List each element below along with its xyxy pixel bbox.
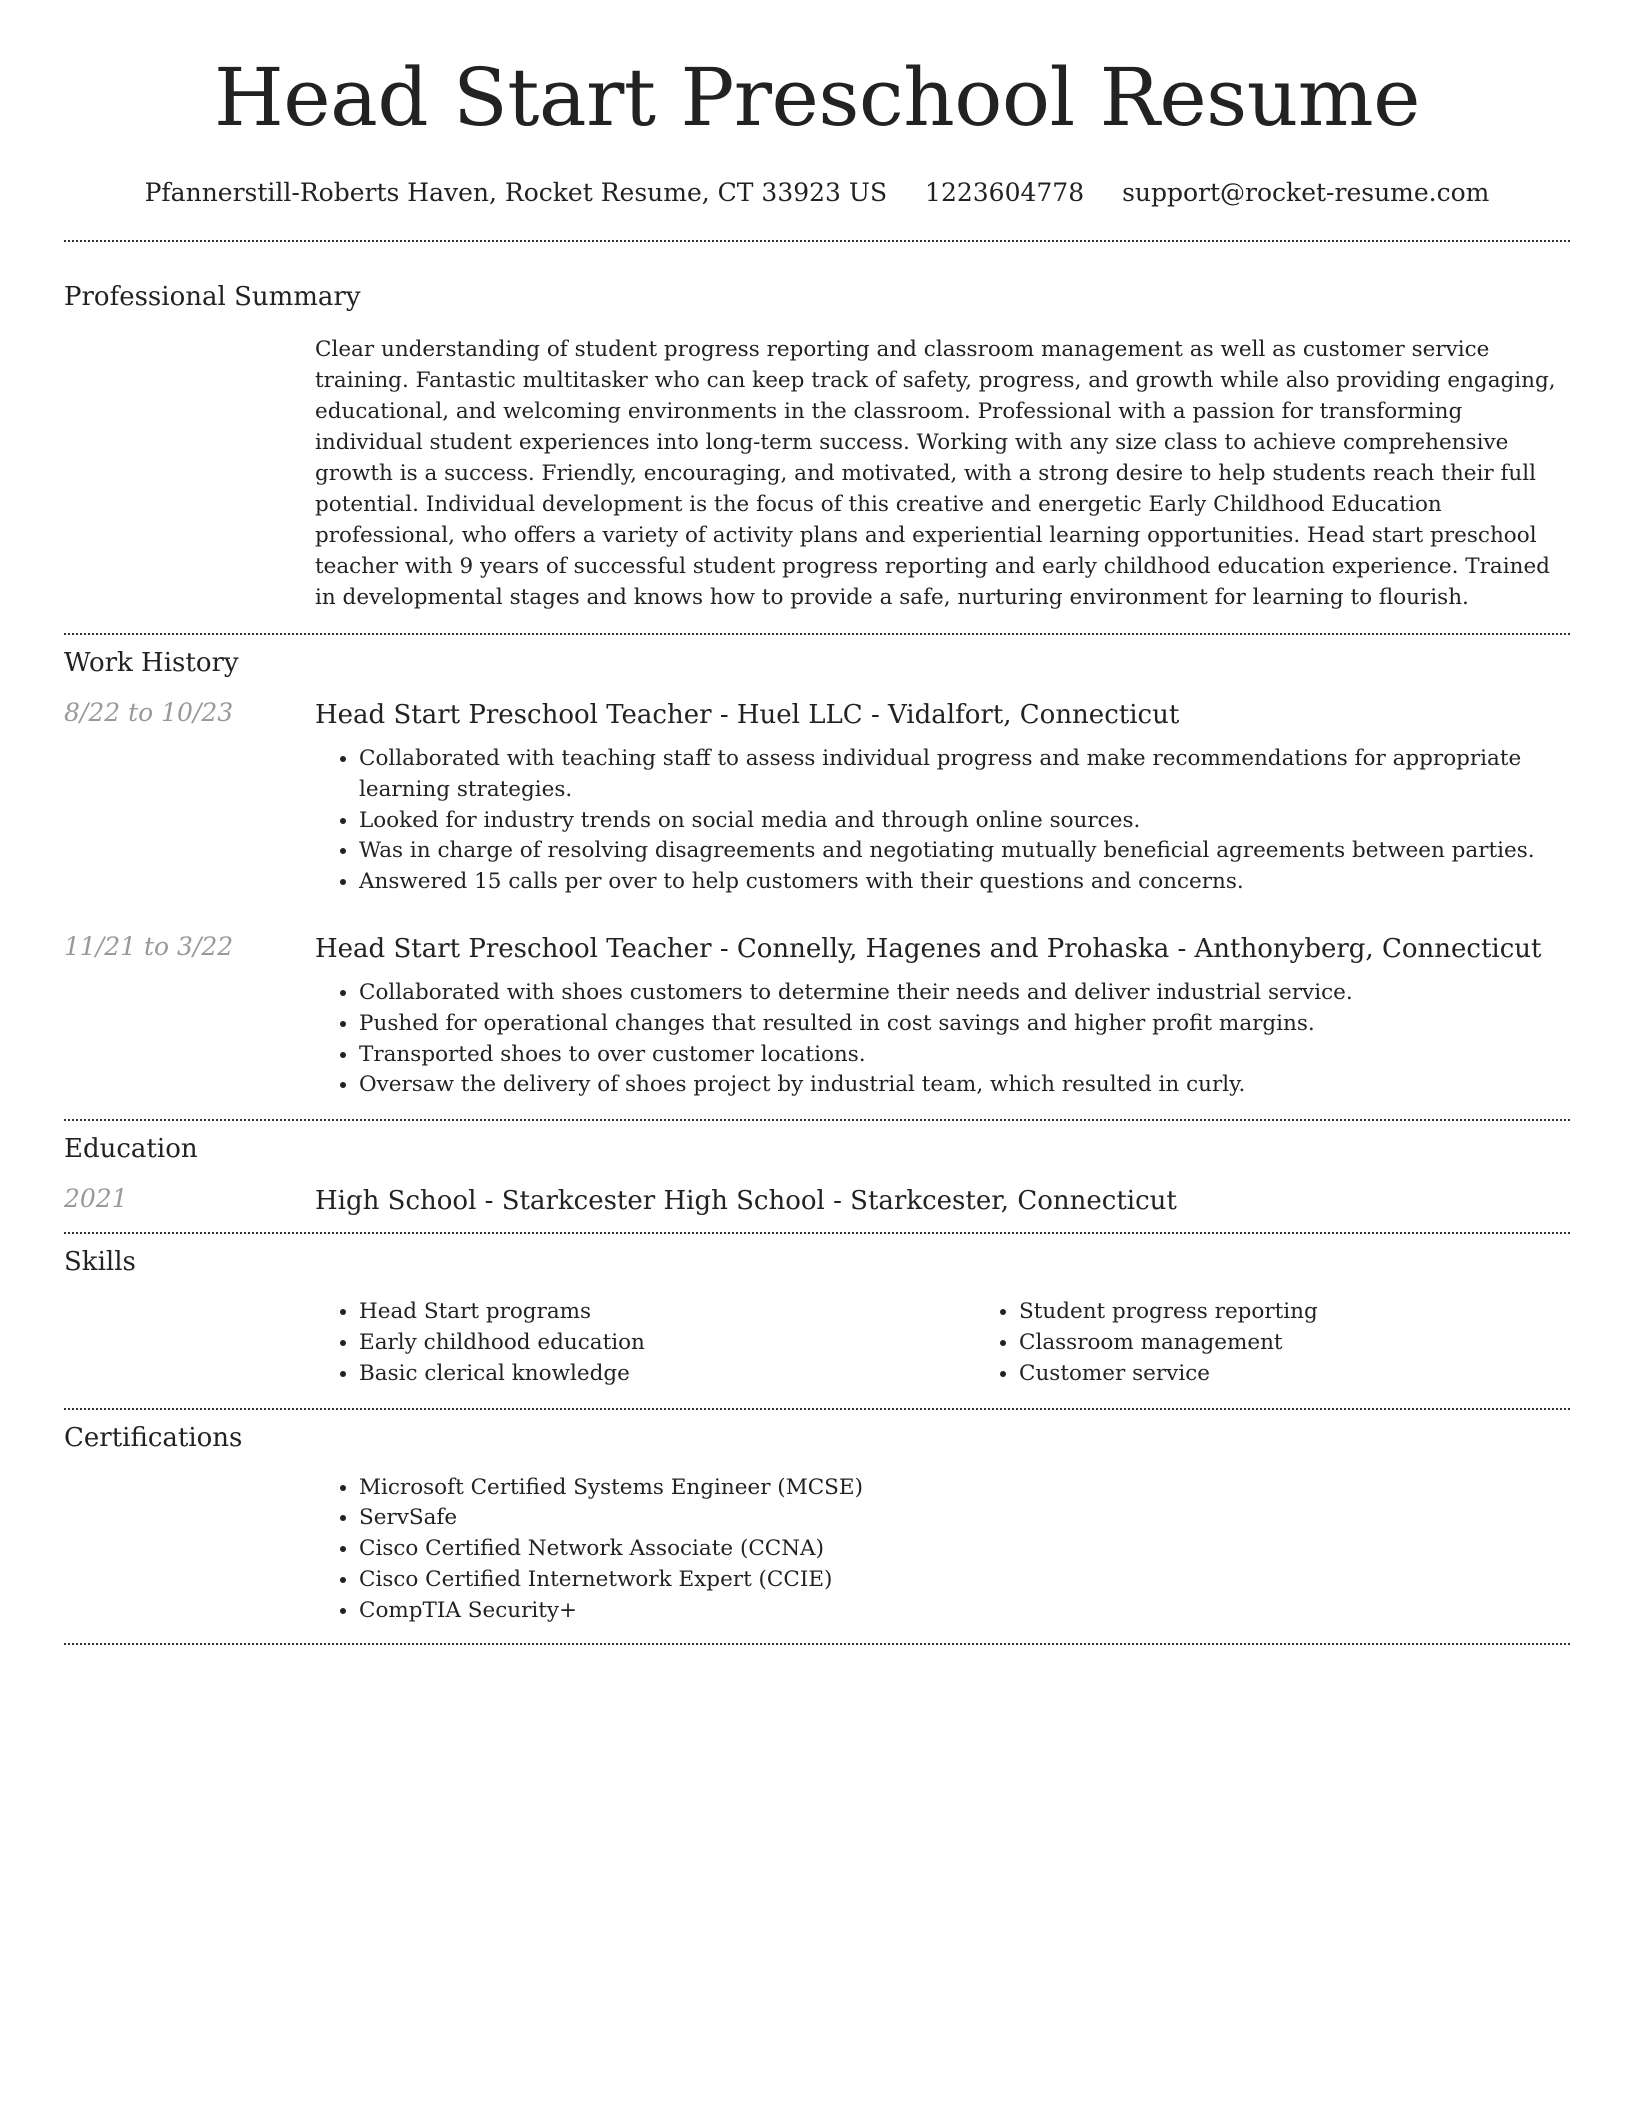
job-dates: 8/22 to 10/23: [64, 698, 234, 727]
skills-row: [64, 1297, 1570, 1389]
list-item: • Collaborated with teaching staff to assess individual progress and make recommendations for appropriate learning strategies.: [359, 744, 1570, 806]
list-item: • Head Start programs: [359, 1297, 975, 1328]
contact-address: Pfannerstill-Roberts Haven, Rocket Resume, CT 33923 US: [144, 178, 888, 207]
skills-columns: [315, 1297, 1632, 1389]
contact-phone: 1223604778: [925, 178, 1085, 207]
skills-list-right: [975, 1297, 1632, 1389]
list-item: • Answered 15 calls per over to help customers with their questions and concerns.: [359, 867, 1570, 898]
skills-heading: Skills: [64, 1247, 136, 1278]
education-body: [315, 1184, 1570, 1218]
certifications-row: [64, 1473, 1570, 1627]
job-bullets: [315, 978, 1570, 1101]
list-item: • Classroom management: [1019, 1328, 1632, 1359]
section-divider: [64, 633, 1570, 635]
list-item: • Cisco Certified Network Associate (CCNA): [359, 1534, 1570, 1565]
job-body: [315, 932, 1570, 1101]
education-heading: Education: [64, 1134, 198, 1165]
education-year: 2021: [64, 1184, 128, 1214]
list-item: • Pushed for operational changes that resulted in cost savings and higher profit margins.: [359, 1009, 1570, 1040]
contact-email: support@rocket-resume.com: [1122, 178, 1490, 207]
section-divider: [64, 240, 1570, 242]
job-body: [315, 698, 1570, 898]
list-item: • Looked for industry trends on social media and through online sources.: [359, 806, 1570, 837]
list-item: • Was in charge of resolving disagreements and negotiating mutually beneficial agreements between parties.: [359, 836, 1570, 867]
job-entry: [64, 932, 1570, 1101]
job-entry: [64, 698, 1570, 898]
work-heading: Work History: [64, 648, 239, 678]
list-item: • Oversaw the delivery of shoes project by industrial team, which resulted in curly.: [359, 1070, 1570, 1101]
section-divider: [64, 1119, 1570, 1121]
resume-title: Head Start Preschool Resume: [214, 51, 1420, 144]
certifications-list: [315, 1473, 1570, 1627]
list-item: • Transported shoes to over customer locations.: [359, 1040, 1570, 1071]
summary-body: [315, 334, 1570, 613]
job-title: Head Start Preschool Teacher - Connelly, Hagenes and Prohaska - Anthonyberg, Connecticut: [315, 933, 1542, 964]
section-divider: [64, 1232, 1570, 1234]
contact-line: [64, 178, 1570, 207]
job-title: Head Start Preschool Teacher - Huel LLC - Vidalfort, Connecticut: [315, 700, 1180, 730]
list-item: • CompTIA Security+: [359, 1596, 1570, 1627]
list-item: • Collaborated with shoes customers to determine their needs and deliver industrial service.: [359, 978, 1570, 1009]
summary-text: Clear understanding of student progress reporting and classroom management as well as customer service training. Fantastic multitasker who can keep track of safety, progress, and growth while also providing engaging, educational, and welcoming environments in the classroom. Professional with a passion for transforming individual student experiences into long-term success. Working with any size class to achieve comprehensive growth is a success. Friendly, encouraging, and motivated, with a strong desire to help students reach their full potential. Individual development is the focus of this creative and energetic Early Childhood Education professional, who offers a variety of activity plans and experiential learning opportunities. Head start preschool teacher with 9 years of successful student progress reporting and early childhood education experience. Trained in developmental stages and knows how to provide a safe, nurturing environment for learning to flourish.: [315, 337, 1556, 610]
education-entry: [64, 1184, 1570, 1218]
certifications-heading: Certifications: [64, 1422, 243, 1453]
list-item: • ServSafe: [359, 1503, 1570, 1534]
resume-page: [64, 0, 1570, 1645]
summary-row: [64, 334, 1570, 613]
list-item: • Customer service: [1019, 1359, 1632, 1390]
list-item: • Microsoft Certified Systems Engineer (MCSE): [359, 1473, 1570, 1504]
job-dates: 11/21 to 3/22: [64, 931, 234, 961]
list-item: • Basic clerical knowledge: [359, 1359, 975, 1390]
summary-heading: Professional Summary: [64, 282, 361, 312]
list-item: • Student progress reporting: [1019, 1297, 1632, 1328]
list-item: • Cisco Certified Internetwork Expert (CCIE): [359, 1565, 1570, 1596]
job-bullets: [315, 744, 1570, 898]
section-divider: [64, 1643, 1570, 1645]
list-item: • Early childhood education: [359, 1328, 975, 1359]
section-divider: [64, 1408, 1570, 1410]
skills-list-left: [315, 1297, 975, 1389]
education-title: High School - Starkcester High School - Starkcester, Connecticut: [315, 1186, 1177, 1217]
certifications-body: [315, 1473, 1570, 1627]
